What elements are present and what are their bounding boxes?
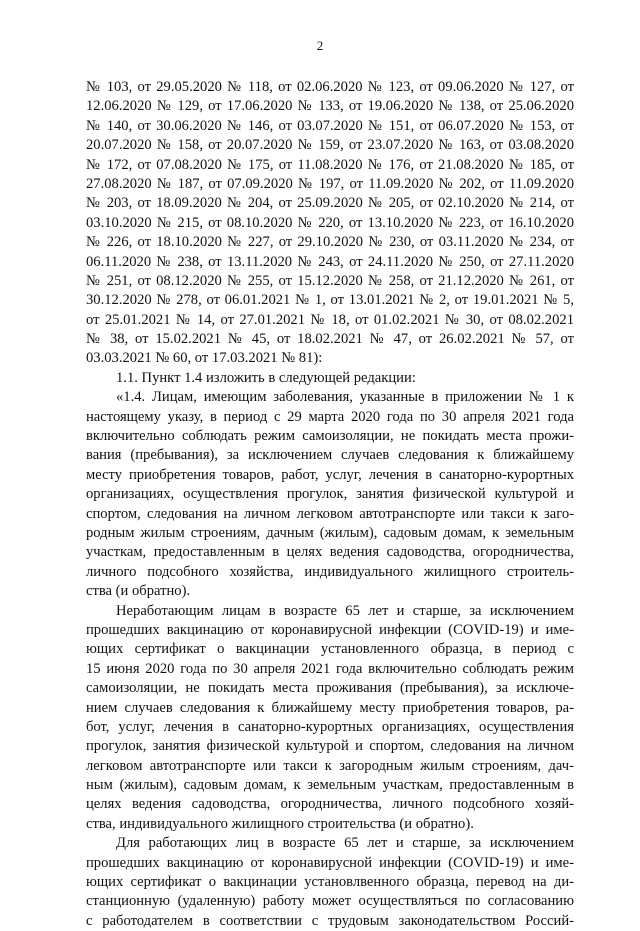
text-line: № 172, от 07.08.2020 № 175, от 11.08.2020 № 176, от 21.08.2020 № 185, от	[86, 156, 574, 173]
text-line: № 103, от 29.05.2020 № 118, от 02.06.2020 № 123, от 09.06.2020 № 127, от	[86, 79, 574, 95]
text-line: настоящему указу, в период с 29 марта 2020 года по 30 апреля 2021 года	[86, 408, 574, 425]
text-line: № 140, от 30.06.2020 № 146, от 03.07.2020 № 151, от 06.07.2020 № 153, от	[86, 117, 574, 134]
text-line: № 226, от 18.10.2020 № 227, от 29.10.2020 № 230, от 03.11.2020 № 234, от	[86, 234, 574, 251]
paragraph-first-line: Для работающих лиц в возрасте 65 лет и старше, за исключением	[116, 835, 574, 852]
paragraph-first-line: «1.4. Лицам, имеющим заболевания, указанные в приложении № 1 к	[116, 389, 574, 406]
text-line: 30.12.2020 № 278, от 06.01.2021 № 1, от 13.01.2021 № 2, от 19.01.2021 № 5,	[86, 292, 574, 309]
text-line: прогулок, занятия физической культурой и спортом, следования на личном	[86, 738, 574, 755]
text-line: бот, услуг, лечения в санаторно-курортных организациях, осуществления	[86, 718, 574, 735]
text-line: самоизоляции, не покидать места проживания (пребывания), за исключе-	[86, 680, 574, 697]
text-line: участкам, предоставленным в целях ведения садоводства, огородничества,	[86, 544, 574, 561]
text-line: № 38, от 15.02.2021 № 45, от 18.02.2021 № 47, от 26.02.2021 № 57, от	[86, 331, 574, 348]
text-line: ства, индивидуального жилищного строительства (и обратно).	[86, 815, 474, 832]
text-line: ющих сертификат о вакцинации установлвенного образца, перевод на ди-	[86, 874, 574, 891]
paragraph-first-line: 1.1. Пункт 1.4 изложить в следующей редакции:	[116, 369, 416, 386]
text-line: 15 июня 2020 года по 30 апреля 2021 года включительно соблюдать режим	[86, 660, 574, 677]
text-line: ным (жилым), садовым домам, к земельным участкам, предоставленным в	[86, 777, 574, 794]
text-line: 06.11.2020 № 238, от 13.11.2020 № 243, от 24.11.2020 № 250, от 27.11.2020	[86, 253, 574, 270]
text-line: личного подсобного хозяйства, индивидуального жилищного строитель-	[86, 563, 574, 580]
text-line: легковом автотранспорте или такси к загородным жилым строениям, дач-	[86, 757, 574, 774]
text-line: нием случаев следования к ближайшему месту приобретения товаров, ра-	[86, 699, 574, 716]
text-line: организациях, осуществления прогулок, занятия физической культурой и	[86, 486, 574, 503]
text-line: ющих сертификат о вакцинации установленного образца, в период с	[86, 641, 574, 658]
text-line: 27.08.2020 № 187, от 07.09.2020 № 197, от 11.09.2020 № 202, от 11.09.2020	[86, 175, 574, 192]
text-line: родным жилым строениям, дачным (жилым), садовым домам, к земельным	[86, 524, 574, 541]
text-line: 20.07.2020 № 158, от 20.07.2020 № 159, от 23.07.2020 № 163, от 03.08.2020	[86, 137, 574, 154]
text-line: 12.06.2020 № 129, от 17.06.2020 № 133, от 19.06.2020 № 138, от 25.06.2020	[86, 98, 574, 115]
text-line: с работодателем в соответствии с трудовым законодательством Россий-	[86, 912, 574, 929]
text-line: № 251, от 08.12.2020 № 255, от 15.12.2020 № 258, от 21.12.2020 № 261, от	[86, 272, 574, 289]
text-line: спортом, следования на личном легковом автотранспорте или такси к заго-	[86, 505, 574, 522]
text-line: ства (и обратно).	[86, 583, 191, 600]
text-line: включительно соблюдать режим самоизоляции, не покидать места прожи-	[86, 428, 574, 445]
text-line: 03.10.2020 № 215, от 08.10.2020 № 220, от 13.10.2020 № 223, от 16.10.2020	[86, 214, 574, 231]
body-text	[86, 78, 574, 931]
text-line: 03.03.2021 № 60, от 17.03.2021 № 81):	[86, 350, 323, 367]
text-line: № 203, от 18.09.2020 № 204, от 25.09.2020 № 205, от 02.10.2020 № 214, от	[86, 195, 574, 212]
text-line: вания (пребывания), за исключением случаев следования к ближайшему	[86, 447, 574, 464]
text-line: месту приобретения товаров, работ, услуг, лечения в санаторно-курортных	[86, 466, 574, 483]
page-number: 2	[316, 38, 324, 53]
text-line: от 25.01.2021 № 14, от 27.01.2021 № 18, от 01.02.2021 № 30, от 08.02.2021	[86, 311, 574, 328]
text-line: станционную (удаленную) работу может осуществляться по согласованию	[86, 893, 574, 910]
paragraph-first-line: Неработающим лицам в возрасте 65 лет и старше, за исключением	[116, 602, 574, 619]
text-line: прошедших вакцинацию от коронавирусной инфекции (COVID-19) и име-	[86, 621, 574, 638]
text-line: целях ведения садоводства, огородничества, личного подсобного хозяй-	[86, 796, 574, 813]
text-line: прошедших вакцинацию от коронавирусной инфекции (COVID-19) и име-	[86, 854, 574, 871]
